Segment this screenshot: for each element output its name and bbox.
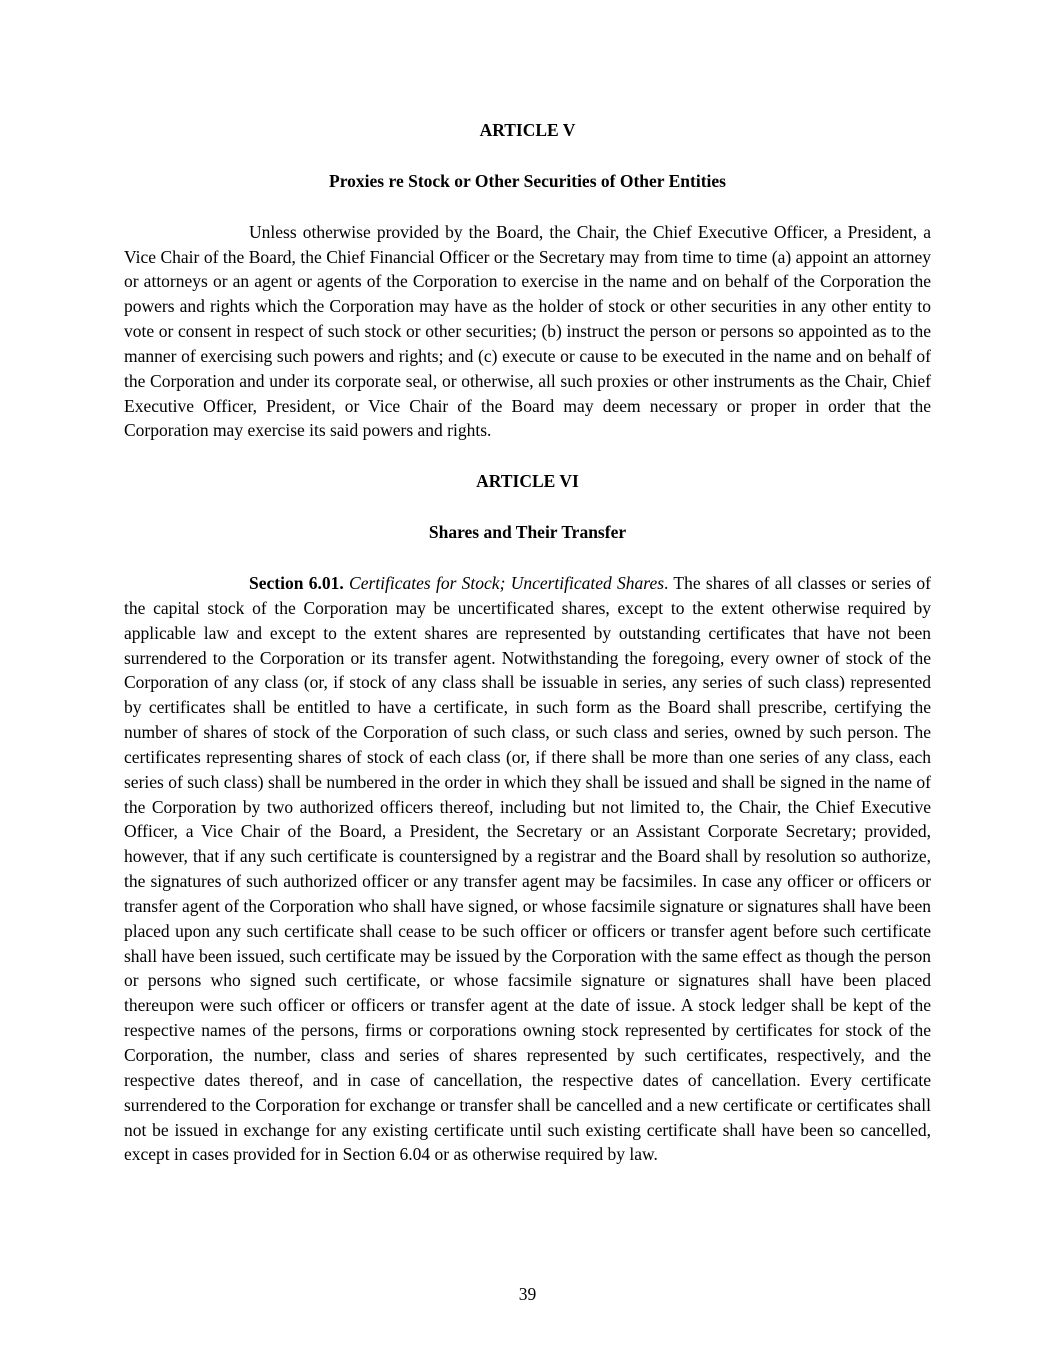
page-number: 39 (518, 1284, 537, 1305)
section-601-title: Certificates for Stock; Uncertificated Shares (349, 572, 665, 593)
article-v-paragraph: Unless otherwise provided by the Board, the Chair, the Chief Executive Officer, a President, a Vice Chair of the Board, the Chief Financial Officer or the Secretary may from time to time (a) appoint an attorney or attorneys or an agent or agents of the Corporation to exercise in the name and on behalf of the Corporation the powers and rights which the Corporation may have as the holder of stock or other securities in any other entity to vote or consent in respect of such stock or other securities; (b) instruct the person or persons so appointed as to the manner of exercising such powers and rights; and (c) execute or cause to be executed in the name and on behalf of the Corporation and under its corporate seal, or otherwise, all such proxies or other instruments as the Chair, Chief Executive Officer, President, or Vice Chair of the Board may deem necessary or proper in order that the Corporation may exercise its said powers and rights. (124, 221, 931, 441)
section-601-body: . The shares of all classes or series of the capital stock of the Corporation may be uncertificated shares, except to the extent otherwise required by applicable law and except to the extent shares are represented by outstanding certificates that have not been surrendered to the Corporation or its transfer agent. Notwithstanding the foregoing, every owner of stock of the Corporation of any class (or, if stock of any class shall be issuable in series, any series of such class) represented by certificates shall be entitled to have a certificate, in such form as the Board shall prescribe, certifying the number of shares of stock of the Corporation of such class, or such class and series, owned by such person. The certificates representing shares of stock of each class (or, if there shall be more than one series of any class, each series of such class) shall be numbered in the order in which they shall be issued and shall be signed in the name of the Corporation by two authorized officers thereof, including but not limited to, the Chair, the Chief Executive Officer, a Vice Chair of the Board, a President, the Secretary or an Assistant Corporate Secretary; provided, however, that if any such certificate is countersigned by a registrar and the Board shall by resolution so authorize, the signatures of such authorized officer or any transfer agent may be facsimiles. In case any officer or officers or transfer agent of the Corporation who shall have signed, or whose facsimile signature or signatures shall have been placed upon any such certificate shall cease to be such officer or officers or transfer agent before such certificate shall have been issued, such certificate may be issued by the Corporation with the same effect as though the person or persons who signed such certificate, or whose facsimile signature or signatures shall have been placed thereupon were such officer or officers or transfer agent at the date of issue. A stock ledger shall be kept of the respective names of the persons, firms or corporations owning stock represented by certificates for stock of the Corporation, the number, class and series of shares represented by such certificates, respectively, and the respective dates thereof, and in case of cancellation, the respective dates of cancellation. Every certificate surrendered to the Corporation for exchange or transfer shall be cancelled and a new certificate or certificates shall not be issued in exchange for any existing certificate until such existing certificate shall have been so cancelled, except in cases provided for in Section 6.04 or as otherwise required by law. (124, 572, 931, 1165)
article-v-subtitle: Proxies re Stock or Other Securities of Other Entities (329, 170, 726, 191)
article-vi-subtitle: Shares and Their Transfer (428, 522, 627, 543)
article-vi-heading: ARTICLE VI (476, 471, 579, 492)
section-601-label: Section 6.01. (249, 572, 344, 593)
section-601-paragraph (124, 571, 931, 1167)
article-v-heading: ARTICLE V (479, 120, 576, 140)
